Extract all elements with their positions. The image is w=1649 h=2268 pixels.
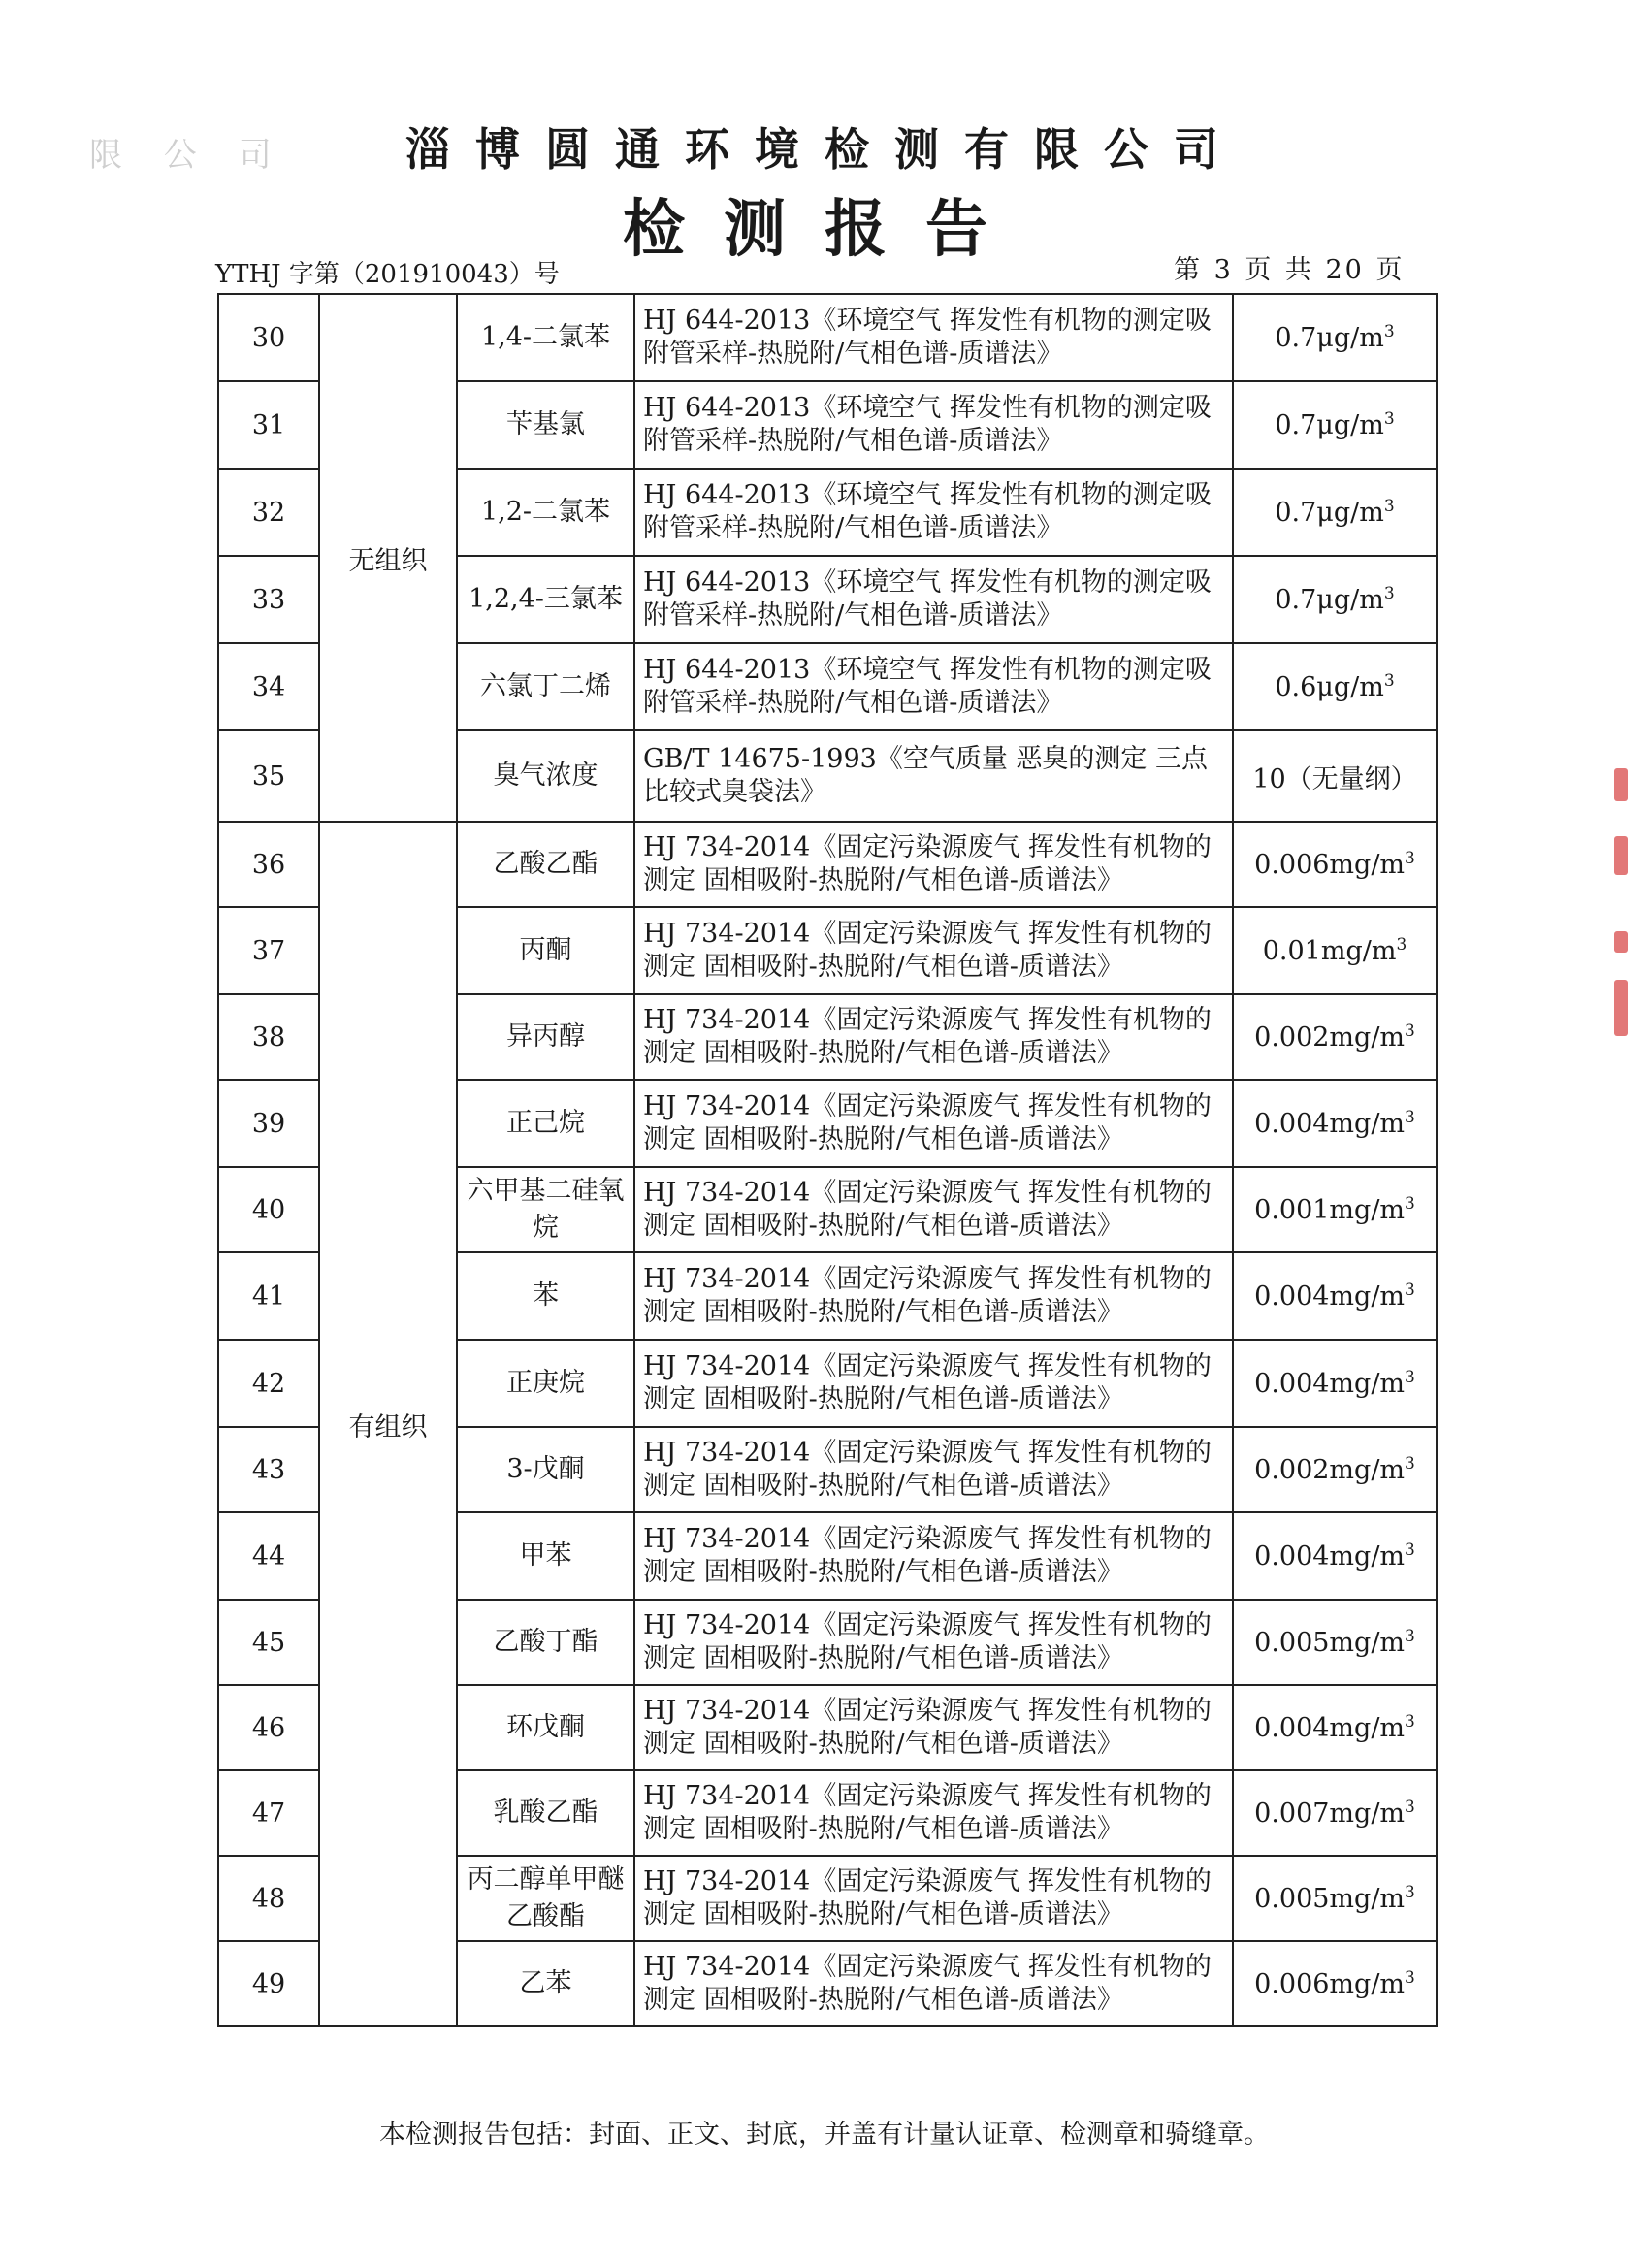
unit-exponent: 3 [1383, 584, 1395, 603]
detection-limit-cell [1233, 1427, 1437, 1512]
test-method: HJ 644-2013《环境空气 挥发性有机物的测定吸附管采样-热脱附/气相色谱-质谱法》 [634, 381, 1233, 469]
detection-limit-cell [1233, 294, 1437, 381]
detection-limit: 0.7μg/m [1275, 585, 1384, 615]
riding-seal-mark [1614, 836, 1628, 875]
test-item: 乙苯 [457, 1941, 634, 2026]
detection-limit-cell [1233, 994, 1437, 1080]
unit-exponent: 3 [1405, 1883, 1415, 1902]
row-number: 49 [218, 1941, 319, 2026]
test-item: 1,4-二氯苯 [457, 294, 634, 381]
detection-limit-cell [1233, 1856, 1437, 1941]
test-item: 甲苯 [457, 1512, 634, 1600]
detection-limit: 0.004mg/m [1254, 1369, 1406, 1399]
test-method: HJ 644-2013《环境空气 挥发性有机物的测定吸附管采样-热脱附/气相色谱-质谱法》 [634, 294, 1233, 381]
detection-limit: 0.01mg/m [1262, 936, 1397, 966]
unit-exponent: 3 [1405, 1194, 1415, 1214]
test-item: 乙酸乙酯 [457, 822, 634, 907]
unit-exponent: 3 [1405, 1368, 1415, 1387]
detection-limit-cell [1233, 822, 1437, 907]
unit-exponent: 3 [1383, 322, 1395, 341]
row-number: 41 [218, 1252, 319, 1340]
emission-type-cell: 有组织 [319, 822, 457, 2026]
detection-limit-cell [1233, 1340, 1437, 1427]
detection-limit: 0.004mg/m [1254, 1541, 1406, 1571]
test-method: HJ 734-2014《固定污染源废气 挥发性有机物的测定 固相吸附-热脱附/气相色谱-质谱法》 [634, 1427, 1233, 1512]
row-number: 43 [218, 1427, 319, 1512]
test-method: HJ 734-2014《固定污染源废气 挥发性有机物的测定 固相吸附-热脱附/气相色谱-质谱法》 [634, 907, 1233, 994]
emission-type-cell: 无组织 [319, 294, 457, 822]
row-number: 33 [218, 556, 319, 643]
test-method: HJ 734-2014《固定污染源废气 挥发性有机物的测定 固相吸附-热脱附/气相色谱-质谱法》 [634, 1941, 1233, 2026]
test-item: 1,2-二氯苯 [457, 469, 634, 556]
row-number: 32 [218, 469, 319, 556]
row-number: 42 [218, 1340, 319, 1427]
unit-exponent: 3 [1405, 1627, 1415, 1646]
company-name: 淄博圆通环境检测有限公司 [405, 123, 1244, 176]
detection-limit-cell [1233, 381, 1437, 469]
page-number: 第 3 页 共 20 页 [1174, 255, 1406, 285]
detection-limit-cell [1233, 907, 1437, 994]
riding-seal-mark [1614, 931, 1628, 953]
detection-limit-cell [1233, 1512, 1437, 1600]
test-item: 乙酸丁酯 [457, 1600, 634, 1685]
test-method: HJ 734-2014《固定污染源废气 挥发性有机物的测定 固相吸附-热脱附/气相色谱-质谱法》 [634, 1340, 1233, 1427]
test-method: HJ 734-2014《固定污染源废气 挥发性有机物的测定 固相吸附-热脱附/气相色谱-质谱法》 [634, 1856, 1233, 1941]
test-method: HJ 734-2014《固定污染源废气 挥发性有机物的测定 固相吸附-热脱附/气相色谱-质谱法》 [634, 1252, 1233, 1340]
unit-exponent: 3 [1383, 409, 1395, 429]
unit-exponent: 3 [1405, 1280, 1415, 1300]
detection-limit-cell [1233, 1600, 1437, 1685]
report-number: YTHJ 字第（201910043）号 [215, 260, 560, 289]
test-item: 六氯丁二烯 [457, 643, 634, 730]
table-row [218, 294, 1437, 381]
row-number: 45 [218, 1600, 319, 1685]
detection-limit: 0.6μg/m [1275, 672, 1384, 702]
detection-limit: 0.002mg/m [1254, 1455, 1406, 1485]
detection-limit-cell [1233, 1685, 1437, 1770]
test-method: HJ 734-2014《固定污染源废气 挥发性有机物的测定 固相吸附-热脱附/气相色谱-质谱法》 [634, 994, 1233, 1080]
detection-limit: 0.004mg/m [1254, 1281, 1406, 1312]
test-method: HJ 734-2014《固定污染源废气 挥发性有机物的测定 固相吸附-热脱附/气相色谱-质谱法》 [634, 822, 1233, 907]
detection-limit-cell [1233, 643, 1437, 730]
test-item: 臭气浓度 [457, 730, 634, 822]
detection-limit-cell [1233, 1770, 1437, 1856]
detection-limit: 0.7μg/m [1275, 410, 1384, 440]
row-number: 44 [218, 1512, 319, 1600]
test-item: 丙酮 [457, 907, 634, 994]
unit-exponent: 3 [1396, 935, 1407, 955]
test-item: 异丙醇 [457, 994, 634, 1080]
detection-limit-cell [1233, 1941, 1437, 2026]
footer-note: 本检测报告包括：封面、正文、封底，并盖有计量认证章、检测章和骑缝章。 [379, 2120, 1270, 2150]
unit-exponent: 3 [1405, 1540, 1415, 1560]
detection-limit: 0.004mg/m [1254, 1109, 1406, 1139]
row-number: 30 [218, 294, 319, 381]
unit-exponent: 3 [1405, 849, 1415, 868]
test-item: 1,2,4-三氯苯 [457, 556, 634, 643]
report-title: 检测报告 [623, 193, 1026, 266]
test-item: 丙二醇单甲醚乙酸酯 [457, 1856, 634, 1941]
test-item: 3-戊酮 [457, 1427, 634, 1512]
riding-seal-mark [1614, 980, 1628, 1036]
unit-exponent: 3 [1383, 497, 1395, 516]
detection-limit: 0.006mg/m [1254, 850, 1406, 880]
row-number: 46 [218, 1685, 319, 1770]
unit-exponent: 3 [1405, 1454, 1415, 1474]
unit-exponent: 3 [1383, 671, 1395, 691]
test-method: HJ 644-2013《环境空气 挥发性有机物的测定吸附管采样-热脱附/气相色谱-质谱法》 [634, 643, 1233, 730]
test-method: GB/T 14675-1993《空气质量 恶臭的测定 三点比较式臭袋法》 [634, 730, 1233, 822]
row-number: 47 [218, 1770, 319, 1856]
row-number: 35 [218, 730, 319, 822]
row-number: 37 [218, 907, 319, 994]
riding-seal-mark [1614, 768, 1628, 801]
row-number: 31 [218, 381, 319, 469]
detection-limit: 0.007mg/m [1254, 1798, 1406, 1829]
detection-limit: 0.7μg/m [1275, 323, 1384, 353]
unit-exponent: 3 [1405, 1712, 1415, 1732]
detection-limit-cell [1233, 1252, 1437, 1340]
row-number: 38 [218, 994, 319, 1080]
unit-exponent: 3 [1405, 1021, 1415, 1041]
row-number: 39 [218, 1080, 319, 1167]
test-item: 六甲基二硅氧烷 [457, 1167, 634, 1252]
test-method: HJ 644-2013《环境空气 挥发性有机物的测定吸附管采样-热脱附/气相色谱-质谱法》 [634, 469, 1233, 556]
unit-exponent: 3 [1405, 1108, 1415, 1127]
unit-exponent: 3 [1405, 1968, 1415, 1988]
test-methods-table [217, 293, 1438, 2027]
test-method: HJ 644-2013《环境空气 挥发性有机物的测定吸附管采样-热脱附/气相色谱-质谱法》 [634, 556, 1233, 643]
test-item: 正己烷 [457, 1080, 634, 1167]
test-item: 乳酸乙酯 [457, 1770, 634, 1856]
detection-limit-cell [1233, 556, 1437, 643]
detection-limit: 0.005mg/m [1254, 1628, 1406, 1658]
test-method: HJ 734-2014《固定污染源废气 挥发性有机物的测定 固相吸附-热脱附/气相色谱-质谱法》 [634, 1080, 1233, 1167]
detection-limit-cell [1233, 1167, 1437, 1252]
detection-limit: 0.7μg/m [1275, 498, 1384, 528]
test-method: HJ 734-2014《固定污染源废气 挥发性有机物的测定 固相吸附-热脱附/气相色谱-质谱法》 [634, 1770, 1233, 1856]
test-method: HJ 734-2014《固定污染源废气 挥发性有机物的测定 固相吸附-热脱附/气相色谱-质谱法》 [634, 1167, 1233, 1252]
detection-limit: 0.006mg/m [1254, 1969, 1406, 1999]
detection-limit: 0.005mg/m [1254, 1884, 1406, 1914]
table-row [218, 822, 1437, 907]
test-method: HJ 734-2014《固定污染源废气 挥发性有机物的测定 固相吸附-热脱附/气相色谱-质谱法》 [634, 1685, 1233, 1770]
test-item: 苯 [457, 1252, 634, 1340]
test-method: HJ 734-2014《固定污染源废气 挥发性有机物的测定 固相吸附-热脱附/气相色谱-质谱法》 [634, 1512, 1233, 1600]
detection-limit: 0.001mg/m [1254, 1195, 1406, 1225]
detection-limit-cell [1233, 730, 1437, 822]
test-item: 环戊酮 [457, 1685, 634, 1770]
detection-limit: 0.002mg/m [1254, 1022, 1406, 1053]
test-method: HJ 734-2014《固定污染源废气 挥发性有机物的测定 固相吸附-热脱附/气相色谱-质谱法》 [634, 1600, 1233, 1685]
test-item: 正庚烷 [457, 1340, 634, 1427]
detection-limit-cell [1233, 1080, 1437, 1167]
test-item: 苄基氯 [457, 381, 634, 469]
row-number: 36 [218, 822, 319, 907]
unit-exponent: 3 [1405, 1798, 1415, 1817]
row-number: 48 [218, 1856, 319, 1941]
detection-limit: 10（无量纲） [1252, 763, 1417, 794]
detection-limit: 0.004mg/m [1254, 1713, 1406, 1743]
faint-seal-text: 限 公 司 [89, 136, 287, 175]
row-number: 40 [218, 1167, 319, 1252]
row-number: 34 [218, 643, 319, 730]
detection-limit-cell [1233, 469, 1437, 556]
